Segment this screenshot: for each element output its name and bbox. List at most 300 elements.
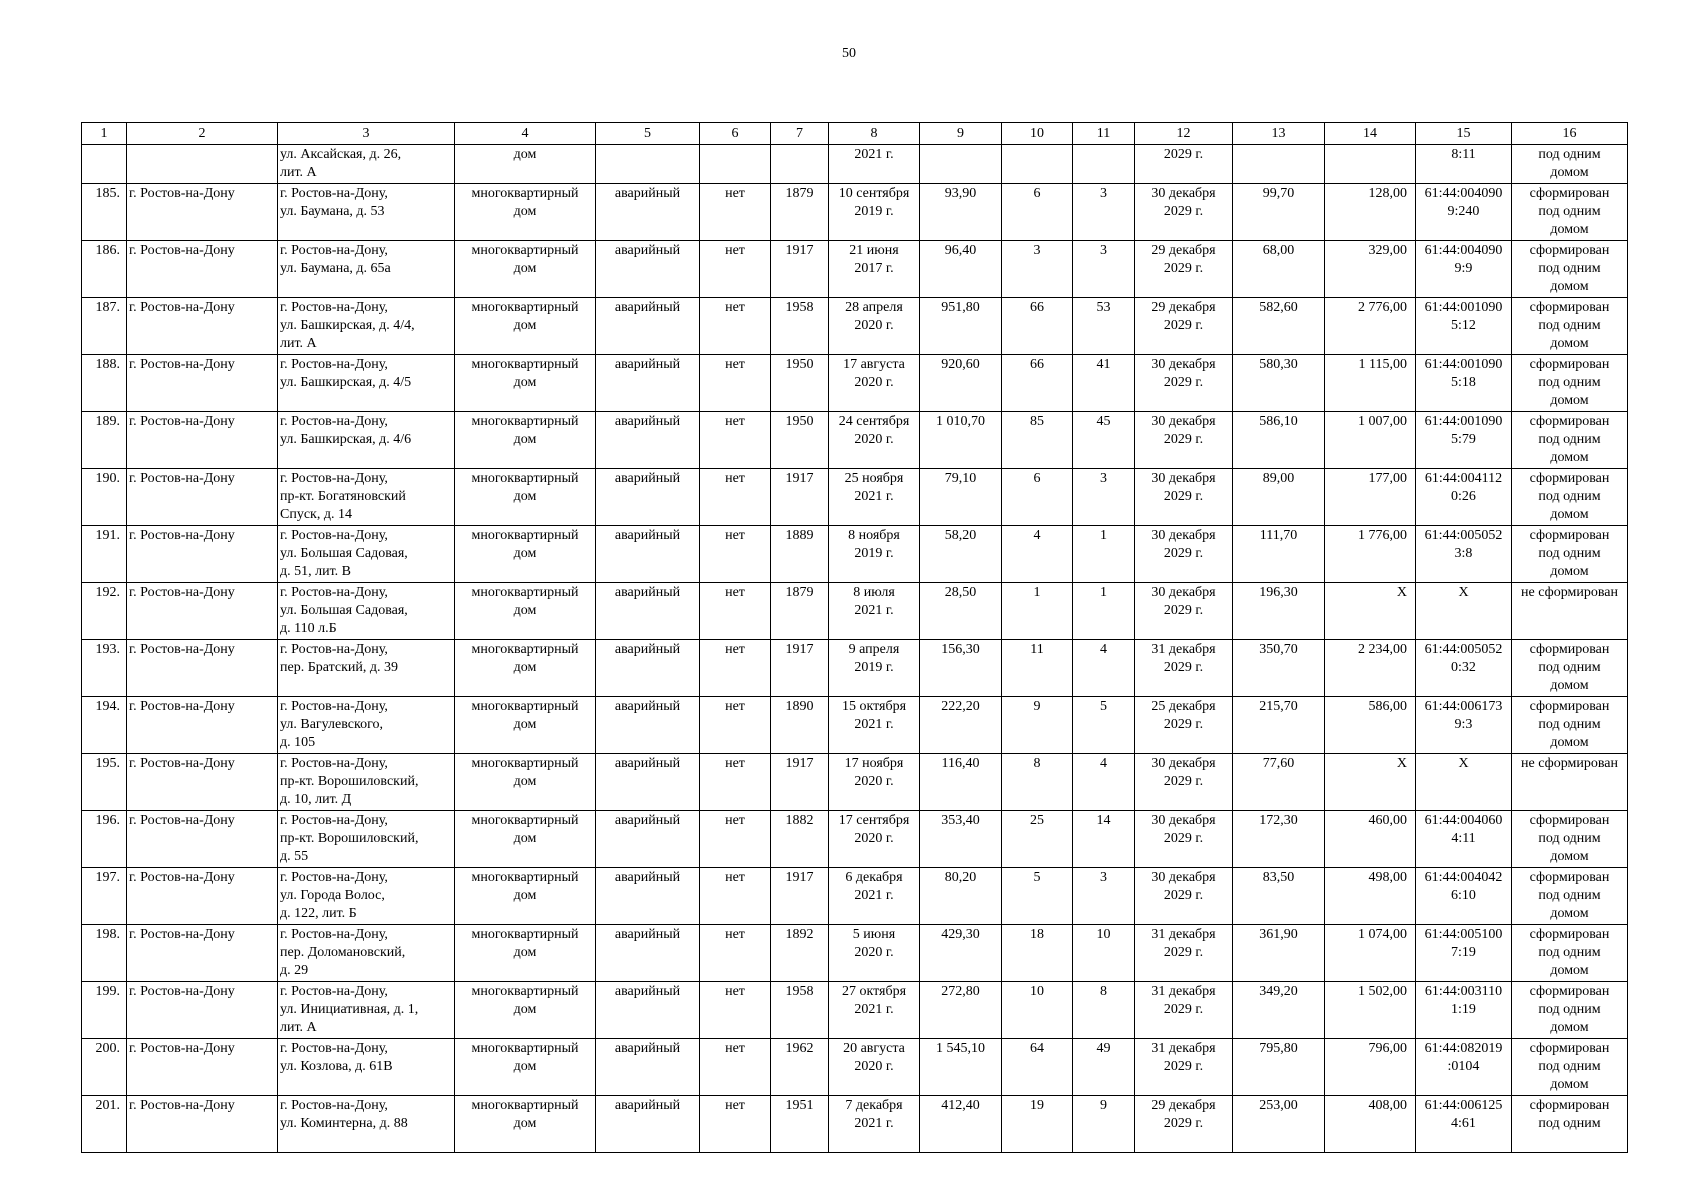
table-cell: 64 — [1002, 1039, 1073, 1096]
table-cell: 93,90 — [920, 184, 1002, 241]
table-cell: 10 — [1002, 982, 1073, 1039]
table-cell — [771, 145, 829, 184]
table-cell: сформирован под одним домом — [1512, 526, 1628, 583]
table-cell: г. Ростов-на-Дону, ул. Вагулевского, д. 105 — [278, 697, 455, 754]
table-cell: 25 — [1002, 811, 1073, 868]
table-cell: 30 декабря 2029 г. — [1135, 526, 1233, 583]
table-cell: 3 — [1073, 241, 1135, 298]
table-cell: 6 — [1002, 184, 1073, 241]
table-cell: г. Ростов-на-Дону — [127, 1096, 278, 1153]
table-cell: 24 сентября 2020 г. — [829, 412, 920, 469]
table-cell: многоквартирный дом — [455, 526, 596, 583]
table-cell: 20 августа 2020 г. — [829, 1039, 920, 1096]
table-cell: г. Ростов-на-Дону, ул. Козлова, д. 61В — [278, 1039, 455, 1096]
table-cell: 1890 — [771, 697, 829, 754]
table-cell: ул. Аксайская, д. 26, лит. А — [278, 145, 455, 184]
table-cell: 191. — [82, 526, 127, 583]
table-cell: г. Ростов-на-Дону — [127, 526, 278, 583]
table-cell: г. Ростов-на-Дону, ул. Башкирская, д. 4/5 — [278, 355, 455, 412]
table-cell: г. Ростов-на-Дону — [127, 412, 278, 469]
table-cell: многоквартирный дом — [455, 1039, 596, 1096]
table-cell: аварийный — [596, 241, 700, 298]
table-cell: нет — [700, 640, 771, 697]
table-cell: многоквартирный дом — [455, 868, 596, 925]
table-cell: г. Ростов-на-Дону — [127, 298, 278, 355]
table-cell: сформирован под одним домом — [1512, 241, 1628, 298]
column-number-header: 13 — [1233, 123, 1325, 145]
table-cell: 795,80 — [1233, 1039, 1325, 1096]
table-cell: г. Ростов-на-Дону, пер. Братский, д. 39 — [278, 640, 455, 697]
table-cell: г. Ростов-на-Дону, ул. Баумана, д. 53 — [278, 184, 455, 241]
table-cell: 1 — [1002, 583, 1073, 640]
table-cell — [1325, 145, 1416, 184]
table-cell: г. Ростов-на-Дону — [127, 868, 278, 925]
table-cell: многоквартирный дом — [455, 412, 596, 469]
table-cell: 61:44:006173 9:3 — [1416, 697, 1512, 754]
table-cell: многоквартирный дом — [455, 982, 596, 1039]
table-cell: 7 декабря 2021 г. — [829, 1096, 920, 1153]
table-cell: 429,30 — [920, 925, 1002, 982]
table-cell: 353,40 — [920, 811, 1002, 868]
table-cell: многоквартирный дом — [455, 355, 596, 412]
table-cell: 1 007,00 — [1325, 412, 1416, 469]
table-cell: аварийный — [596, 1039, 700, 1096]
table-cell: 29 декабря 2029 г. — [1135, 241, 1233, 298]
table-cell: 1950 — [771, 355, 829, 412]
table-cell: 80,20 — [920, 868, 1002, 925]
table-cell: г. Ростов-на-Дону, пр-кт. Ворошиловский, д. 55 — [278, 811, 455, 868]
table-cell: 4 — [1002, 526, 1073, 583]
table-cell: 192. — [82, 583, 127, 640]
table-cell: г. Ростов-на-Дону — [127, 355, 278, 412]
table-cell: 196,30 — [1233, 583, 1325, 640]
table-cell: 8 — [1002, 754, 1073, 811]
column-number-header: 2 — [127, 123, 278, 145]
table-cell: 31 декабря 2029 г. — [1135, 982, 1233, 1039]
table-row — [82, 412, 1628, 469]
table-cell: 15 октября 2021 г. — [829, 697, 920, 754]
table-row — [82, 298, 1628, 355]
table-cell: 215,70 — [1233, 697, 1325, 754]
table-cell: аварийный — [596, 412, 700, 469]
table-cell: 10 — [1073, 925, 1135, 982]
table-cell: 77,60 — [1233, 754, 1325, 811]
table-cell: 66 — [1002, 298, 1073, 355]
table-cell: дом — [455, 145, 596, 184]
table-row — [82, 754, 1628, 811]
table-cell: многоквартирный дом — [455, 811, 596, 868]
table-cell: аварийный — [596, 526, 700, 583]
table-cell: 1 074,00 — [1325, 925, 1416, 982]
table-cell: 68,00 — [1233, 241, 1325, 298]
table-row — [82, 1039, 1628, 1096]
table-cell: 1879 — [771, 583, 829, 640]
table-cell: 45 — [1073, 412, 1135, 469]
table-cell: 1892 — [771, 925, 829, 982]
table-cell: 1889 — [771, 526, 829, 583]
table-cell: 61:44:003110 1:19 — [1416, 982, 1512, 1039]
table-cell: 1917 — [771, 469, 829, 526]
column-number-header: 4 — [455, 123, 596, 145]
table-cell: г. Ростов-на-Дону, пр-кт. Ворошиловский, д. 10, лит. Д — [278, 754, 455, 811]
table-cell: аварийный — [596, 469, 700, 526]
table-cell: сформирован под одним домом — [1512, 298, 1628, 355]
table-cell: 61:44:001090 5:79 — [1416, 412, 1512, 469]
table-cell: 222,20 — [920, 697, 1002, 754]
table-cell: 8:11 — [1416, 145, 1512, 184]
table-cell: нет — [700, 526, 771, 583]
table-cell: 253,00 — [1233, 1096, 1325, 1153]
column-number-header: 7 — [771, 123, 829, 145]
table-cell: 3 — [1073, 469, 1135, 526]
table-cell: сформирован под одним домом — [1512, 925, 1628, 982]
table-cell: нет — [700, 811, 771, 868]
table-cell: сформирован под одним домом — [1512, 355, 1628, 412]
table-cell: 187. — [82, 298, 127, 355]
housing-registry-table — [81, 122, 1628, 1153]
table-cell: многоквартирный дом — [455, 925, 596, 982]
table-cell: нет — [700, 583, 771, 640]
table-cell: 1958 — [771, 982, 829, 1039]
table-cell: 1879 — [771, 184, 829, 241]
table-cell: 10 сентября 2019 г. — [829, 184, 920, 241]
table-cell: 186. — [82, 241, 127, 298]
table-cell: 1 — [1073, 526, 1135, 583]
page-number: 50 — [842, 46, 856, 61]
table-row — [82, 184, 1628, 241]
table-cell: 1950 — [771, 412, 829, 469]
table-cell: аварийный — [596, 868, 700, 925]
table-cell: 61:44:004090 9:9 — [1416, 241, 1512, 298]
table-cell: г. Ростов-на-Дону — [127, 241, 278, 298]
table-cell: 4 — [1073, 640, 1135, 697]
table-cell: г. Ростов-на-Дону — [127, 982, 278, 1039]
table-cell: 61:44:004042 6:10 — [1416, 868, 1512, 925]
table-row — [82, 355, 1628, 412]
table-cell: нет — [700, 697, 771, 754]
table-cell: 1 545,10 — [920, 1039, 1002, 1096]
table-cell: 6 — [1002, 469, 1073, 526]
table-cell: г. Ростов-на-Дону, пер. Доломановский, д. 29 — [278, 925, 455, 982]
table-cell: г. Ростов-на-Дону, ул. Инициативная, д. 1, лит. А — [278, 982, 455, 1039]
table-cell: 31 декабря 2029 г. — [1135, 1039, 1233, 1096]
table-cell: 83,50 — [1233, 868, 1325, 925]
table-cell: многоквартирный дом — [455, 754, 596, 811]
table-body — [82, 123, 1628, 1153]
table-cell: 96,40 — [920, 241, 1002, 298]
table-cell: 17 сентября 2020 г. — [829, 811, 920, 868]
table-cell: 28,50 — [920, 583, 1002, 640]
table-row — [82, 583, 1628, 640]
table-cell: 177,00 — [1325, 469, 1416, 526]
table-cell: 61:44:001090 5:12 — [1416, 298, 1512, 355]
table-cell: 30 декабря 2029 г. — [1135, 868, 1233, 925]
table-cell: 4 — [1073, 754, 1135, 811]
table-cell: 498,00 — [1325, 868, 1416, 925]
table-cell: 185. — [82, 184, 127, 241]
table-row — [82, 925, 1628, 982]
table-cell: аварийный — [596, 982, 700, 1039]
table-cell: не сформирован — [1512, 583, 1628, 640]
table-cell: 21 июня 2017 г. — [829, 241, 920, 298]
table-cell: 1958 — [771, 298, 829, 355]
table-cell: сформирован под одним домом — [1512, 469, 1628, 526]
table-cell: нет — [700, 925, 771, 982]
table-cell: г. Ростов-на-Дону, ул. Большая Садовая, д. 110 л.Б — [278, 583, 455, 640]
table-cell — [127, 145, 278, 184]
table-cell: г. Ростов-на-Дону — [127, 1039, 278, 1096]
table-cell: аварийный — [596, 1096, 700, 1153]
table-cell: 3 — [1073, 184, 1135, 241]
table-cell: 1951 — [771, 1096, 829, 1153]
table-row — [82, 697, 1628, 754]
table-cell: 61:44:004060 4:11 — [1416, 811, 1512, 868]
table-cell: 25 декабря 2029 г. — [1135, 697, 1233, 754]
table-cell: 580,30 — [1233, 355, 1325, 412]
table-cell: 1917 — [771, 868, 829, 925]
table-cell: г. Ростов-на-Дону — [127, 811, 278, 868]
table-cell: 111,70 — [1233, 526, 1325, 583]
table-row — [82, 1096, 1628, 1153]
table-cell: 156,30 — [920, 640, 1002, 697]
table-cell: сформирован под одним домом — [1512, 697, 1628, 754]
table-cell: многоквартирный дом — [455, 640, 596, 697]
table-cell: г. Ростов-на-Дону, ул. Коминтерна, д. 88 — [278, 1096, 455, 1153]
table-cell: г. Ростов-на-Дону, ул. Баумана, д. 65а — [278, 241, 455, 298]
table-cell: аварийный — [596, 754, 700, 811]
table-cell: нет — [700, 754, 771, 811]
table-cell: 349,20 — [1233, 982, 1325, 1039]
table-cell: 2 776,00 — [1325, 298, 1416, 355]
table-cell: 1917 — [771, 754, 829, 811]
table-cell: 30 декабря 2029 г. — [1135, 184, 1233, 241]
table-row — [82, 982, 1628, 1039]
column-number-header: 6 — [700, 123, 771, 145]
table-cell: 30 декабря 2029 г. — [1135, 583, 1233, 640]
table-cell: 79,10 — [920, 469, 1002, 526]
table-cell: 329,00 — [1325, 241, 1416, 298]
table-cell: сформирован под одним домом — [1512, 868, 1628, 925]
table-cell: 8 июля 2021 г. — [829, 583, 920, 640]
table-cell: Х — [1416, 583, 1512, 640]
table-cell: аварийный — [596, 583, 700, 640]
table-cell: 28 апреля 2020 г. — [829, 298, 920, 355]
table-cell: 201. — [82, 1096, 127, 1153]
table-cell: 8 ноября 2019 г. — [829, 526, 920, 583]
table-cell: 99,70 — [1233, 184, 1325, 241]
table-cell: 17 ноября 2020 г. — [829, 754, 920, 811]
table-cell: 29 декабря 2029 г. — [1135, 1096, 1233, 1153]
column-number-header-row — [82, 123, 1628, 145]
table-cell: 66 — [1002, 355, 1073, 412]
table-cell: 41 — [1073, 355, 1135, 412]
column-number-header: 11 — [1073, 123, 1135, 145]
table-cell: сформирован под одним домом — [1512, 412, 1628, 469]
table-cell: 30 декабря 2029 г. — [1135, 754, 1233, 811]
table-cell: 29 декабря 2029 г. — [1135, 298, 1233, 355]
table-cell: 11 — [1002, 640, 1073, 697]
table-cell: 197. — [82, 868, 127, 925]
table-cell: 1917 — [771, 241, 829, 298]
table-cell: 1917 — [771, 640, 829, 697]
table-cell: 14 — [1073, 811, 1135, 868]
table-cell — [700, 145, 771, 184]
table-cell: аварийный — [596, 355, 700, 412]
table-row — [82, 469, 1628, 526]
table-cell: г. Ростов-на-Дону — [127, 697, 278, 754]
table-cell: 1882 — [771, 811, 829, 868]
table-cell: 30 декабря 2029 г. — [1135, 469, 1233, 526]
table-cell: 796,00 — [1325, 1039, 1416, 1096]
table-row — [82, 811, 1628, 868]
table-cell: многоквартирный дом — [455, 697, 596, 754]
table-cell: многоквартирный дом — [455, 469, 596, 526]
table-cell: Х — [1416, 754, 1512, 811]
table-cell: многоквартирный дом — [455, 1096, 596, 1153]
column-number-header: 1 — [82, 123, 127, 145]
table-cell: не сформирован — [1512, 754, 1628, 811]
table-cell: 3 — [1002, 241, 1073, 298]
table-cell: 61:44:005100 7:19 — [1416, 925, 1512, 982]
table-cell: сформирован под одним — [1512, 1096, 1628, 1153]
column-number-header: 5 — [596, 123, 700, 145]
table-cell: 31 декабря 2029 г. — [1135, 640, 1233, 697]
table-cell: многоквартирный дом — [455, 583, 596, 640]
table-cell: 1 776,00 — [1325, 526, 1416, 583]
table-cell: 350,70 — [1233, 640, 1325, 697]
table-cell: 116,40 — [920, 754, 1002, 811]
table-cell: многоквартирный дом — [455, 241, 596, 298]
table-cell: сформирован под одним домом — [1512, 184, 1628, 241]
table-cell: 31 декабря 2029 г. — [1135, 925, 1233, 982]
column-number-header: 3 — [278, 123, 455, 145]
table-cell: 27 октября 2021 г. — [829, 982, 920, 1039]
table-cell: 194. — [82, 697, 127, 754]
table-cell — [920, 145, 1002, 184]
table-row — [82, 241, 1628, 298]
table-cell: 200. — [82, 1039, 127, 1096]
table-cell: 196. — [82, 811, 127, 868]
table-cell: 8 — [1073, 982, 1135, 1039]
table-cell: 1 115,00 — [1325, 355, 1416, 412]
table-cell: 172,30 — [1233, 811, 1325, 868]
table-cell: нет — [700, 184, 771, 241]
table-cell: нет — [700, 1039, 771, 1096]
table-cell: 460,00 — [1325, 811, 1416, 868]
table-cell: г. Ростов-на-Дону — [127, 583, 278, 640]
table-cell: нет — [700, 469, 771, 526]
table-cell: 17 августа 2020 г. — [829, 355, 920, 412]
table-cell: 272,80 — [920, 982, 1002, 1039]
table-cell: 198. — [82, 925, 127, 982]
table-cell — [1073, 145, 1135, 184]
table-cell: сформирован под одним домом — [1512, 811, 1628, 868]
table-cell: под одним домом — [1512, 145, 1628, 184]
table-cell: 61:44:004090 9:240 — [1416, 184, 1512, 241]
table-cell: 5 — [1073, 697, 1135, 754]
table-cell: аварийный — [596, 811, 700, 868]
table-cell: 61:44:082019 :0104 — [1416, 1039, 1512, 1096]
table-cell: аварийный — [596, 697, 700, 754]
table-cell: многоквартирный дом — [455, 298, 596, 355]
table-cell: Х — [1325, 583, 1416, 640]
table-cell: 9 — [1073, 1096, 1135, 1153]
table-cell: г. Ростов-на-Дону — [127, 469, 278, 526]
table-cell: аварийный — [596, 184, 700, 241]
table-cell: 30 декабря 2029 г. — [1135, 811, 1233, 868]
table-cell: 2 234,00 — [1325, 640, 1416, 697]
table-cell — [596, 145, 700, 184]
table-cell: 195. — [82, 754, 127, 811]
table-cell: 19 — [1002, 1096, 1073, 1153]
table-cell: 49 — [1073, 1039, 1135, 1096]
table-row — [82, 526, 1628, 583]
table-cell: г. Ростов-на-Дону — [127, 640, 278, 697]
table-cell: 5 июня 2020 г. — [829, 925, 920, 982]
table-cell: 61:44:001090 5:18 — [1416, 355, 1512, 412]
table-cell: сформирован под одним домом — [1512, 640, 1628, 697]
table-cell: Х — [1325, 754, 1416, 811]
table-cell: 1 — [1073, 583, 1135, 640]
table-cell: 9 апреля 2019 г. — [829, 640, 920, 697]
table-row — [82, 868, 1628, 925]
column-number-header: 15 — [1416, 123, 1512, 145]
table-cell: сформирован под одним домом — [1512, 982, 1628, 1039]
table-cell: нет — [700, 298, 771, 355]
table-cell — [82, 145, 127, 184]
table-cell: г. Ростов-на-Дону, ул. Города Волос, д. 122, лит. Б — [278, 868, 455, 925]
table-cell: нет — [700, 241, 771, 298]
table-cell: г. Ростов-на-Дону, пр-кт. Богатяновский Спуск, д. 14 — [278, 469, 455, 526]
table-cell: многоквартирный дом — [455, 184, 596, 241]
column-number-header: 14 — [1325, 123, 1416, 145]
table-cell: 61:44:004112 0:26 — [1416, 469, 1512, 526]
column-number-header: 16 — [1512, 123, 1628, 145]
table-cell: 188. — [82, 355, 127, 412]
table-cell: 53 — [1073, 298, 1135, 355]
table-cell: 582,60 — [1233, 298, 1325, 355]
column-number-header: 9 — [920, 123, 1002, 145]
table-cell: г. Ростов-на-Дону — [127, 754, 278, 811]
table-cell: 85 — [1002, 412, 1073, 469]
table-cell: сформирован под одним домом — [1512, 1039, 1628, 1096]
column-number-header: 12 — [1135, 123, 1233, 145]
table-cell: 2029 г. — [1135, 145, 1233, 184]
table-cell: 1962 — [771, 1039, 829, 1096]
table-cell: 58,20 — [920, 526, 1002, 583]
table-cell: 3 — [1073, 868, 1135, 925]
table-cell: 199. — [82, 982, 127, 1039]
table-cell: 61:44:005052 0:32 — [1416, 640, 1512, 697]
table-cell: 951,80 — [920, 298, 1002, 355]
table-cell: 30 декабря 2029 г. — [1135, 355, 1233, 412]
table-cell: аварийный — [596, 640, 700, 697]
table-cell — [1002, 145, 1073, 184]
table-cell: нет — [700, 1096, 771, 1153]
table-cell: аварийный — [596, 925, 700, 982]
table-cell: г. Ростов-на-Дону — [127, 925, 278, 982]
column-number-header: 10 — [1002, 123, 1073, 145]
table-cell: 412,40 — [920, 1096, 1002, 1153]
column-number-header: 8 — [829, 123, 920, 145]
table-cell: 361,90 — [1233, 925, 1325, 982]
table-cell: 1 010,70 — [920, 412, 1002, 469]
table-cell: 6 декабря 2021 г. — [829, 868, 920, 925]
table-cell: 9 — [1002, 697, 1073, 754]
table-cell: г. Ростов-на-Дону — [127, 184, 278, 241]
table-cell: 586,10 — [1233, 412, 1325, 469]
table-cell: аварийный — [596, 298, 700, 355]
